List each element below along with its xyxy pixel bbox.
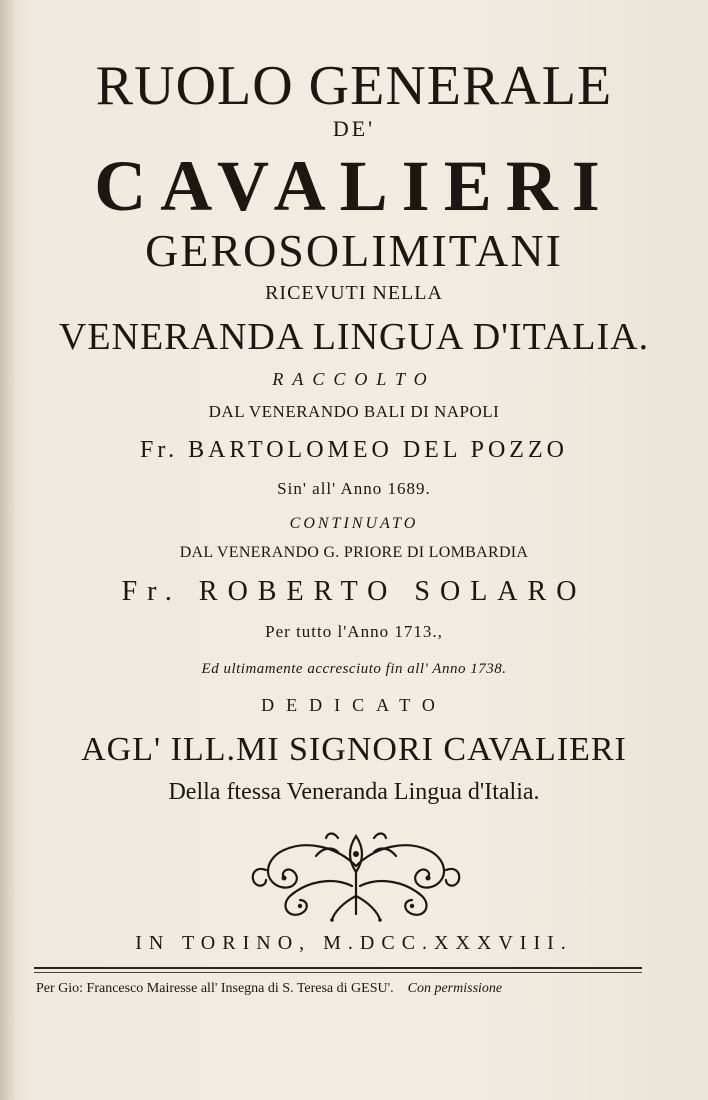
- title-line-continuato: CONTINUATO: [289, 515, 419, 532]
- title-line-bartolomeo: Fr. BARTOLOMEO DEL POZZO: [140, 437, 568, 463]
- floral-vignette-icon: [236, 826, 476, 922]
- title-line-signori-cavalieri: AGL' ILL.MI SIGNORI CAVALIERI: [81, 731, 627, 768]
- title-line-veneranda-lingua: VENERANDA LINGUA D'ITALIA.: [58, 316, 650, 358]
- title-line-gerosolimitani: GEROSOLIMITANI: [145, 225, 563, 276]
- title-line-de: DE': [332, 116, 376, 141]
- title-line-raccolto: RACCOLTO: [272, 369, 436, 389]
- title-line-ricevuti-nella: RICEVUTI NELLA: [265, 282, 443, 304]
- imprint-rule: [34, 967, 642, 969]
- title-line-anno-1738: Ed ultimamente accresciuto fin all' Anno 1738.: [201, 661, 507, 677]
- printer-name: Per Gio: Francesco Mairesse all' Insegna di S. Teresa di GESU'.: [36, 981, 394, 996]
- title-line-dal-venerando-bali: DAL VENERANDO BALI DI NAPOLI: [208, 402, 500, 421]
- title-line-priore-lombardia: DAL VENERANDO G. PRIORE DI LOMBARDIA: [179, 544, 529, 561]
- permission-text: Con permissione: [407, 981, 503, 996]
- title-line-della-stessa: Della ftessa Veneranda Lingua d'Italia.: [168, 779, 540, 805]
- imprint-rule-thin: [34, 972, 642, 973]
- title-line-cavalieri: CAVALIERI: [94, 146, 614, 226]
- title-line-anno-1689: Sin' all' Anno 1689.: [277, 479, 431, 498]
- imprint-place: IN TORINO, M.DCC.XXXVIII.: [135, 932, 573, 954]
- title-line-roberto-solaro: Fr. ROBERTO SOLARO: [121, 576, 587, 607]
- printer-line: [0, 982, 696, 996]
- title-line-anno-1713: Per tutto l'Anno 1713.,: [265, 622, 443, 641]
- title-line-dedicato: DEDICATO: [261, 695, 447, 715]
- title-line-ruolo-generale: RUOLO GENERALE: [95, 55, 613, 117]
